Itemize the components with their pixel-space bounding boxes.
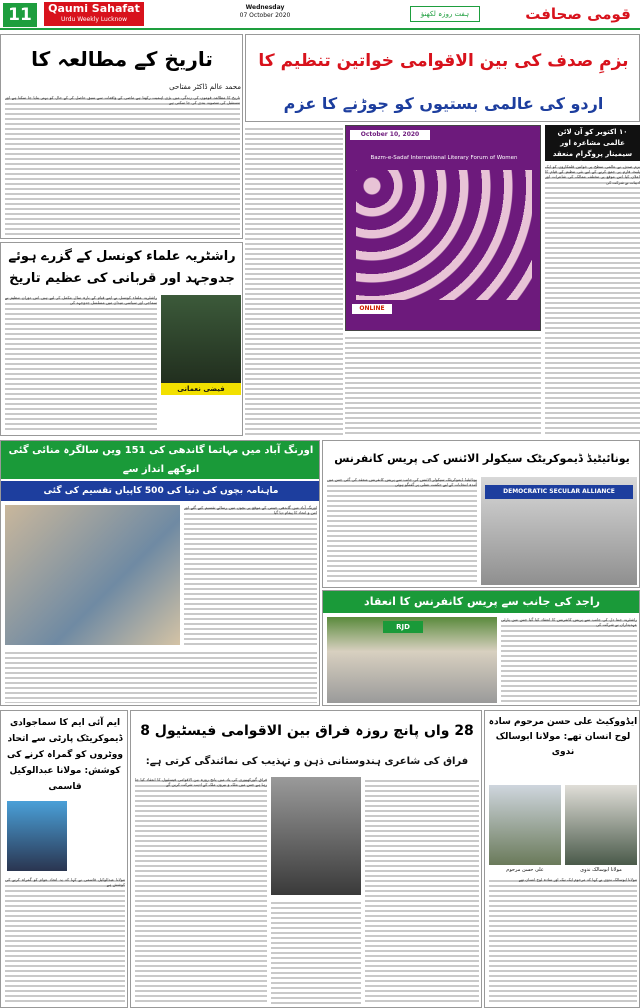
rjd-headline: راجد کی جانب سے پریس کانفرنس کا انعقاد — [323, 591, 640, 613]
bazm-subhead: اردو کی عالمی بستیوں کو جوڑنے کا عزم — [283, 94, 604, 113]
bazm-headline-box — [245, 34, 640, 122]
masthead-logo: قومی صحافت — [525, 5, 631, 23]
poster-date: October 10, 2020 — [350, 130, 430, 140]
subtitle-en: Urdu Weekly Lucknow — [60, 16, 128, 23]
gandhi-body: اورنگ آباد میں گاندھی جینتی کے موقع پر بچوں میں رسالے تقسیم کیے گئے اور امن و اتحاد کا پیغام دیا گیا — [184, 505, 317, 645]
poster-online: ONLINE — [352, 304, 392, 314]
history-byline: محمد عالم ڈاکٹر مفتاحی — [169, 83, 241, 91]
rjd-body: راشٹریہ جنتا دل کی جانب سے پریس کانفرنس کا انعقاد کیا گیا جس میں پارٹی عہدیداران نے شرکت کی — [501, 617, 637, 703]
bazm-body-left — [245, 125, 343, 436]
masthead — [0, 0, 640, 30]
firaq-headline: 28 واں پانچ روزہ فراق بین الاقوامی فیسٹیول 8 — [140, 723, 474, 739]
advocate-photo-right — [565, 785, 637, 865]
article-council — [0, 242, 243, 436]
mim-photo — [7, 801, 67, 871]
title-en: Qaumi Sahafat — [48, 2, 140, 15]
article-gandhi — [0, 440, 320, 706]
firaq-body-2 — [365, 777, 479, 1005]
article-mim — [0, 710, 128, 1008]
alliance-headline: یونائیٹیڈ ڈیموکریٹک سیکولر الائنس کی پریس کانفرنس — [334, 452, 630, 465]
history-title: تاریخ کے مطالعہ کا — [31, 47, 213, 71]
advocate-caption-right: مولانا ابوسالک ندوی — [580, 867, 622, 873]
rjd-banner: RJD — [383, 621, 423, 633]
firaq-subhead: فراق کی شاعری ہندوستانی ذہن و تہذیب کی نمائندگی کرتی ہے: — [145, 756, 469, 767]
article-rjd — [322, 590, 640, 706]
council-title-1: راشٹریہ علماء کونسل کے گزرے ہوئے — [8, 249, 236, 264]
alliance-banner: DEMOCRATIC SECULAR ALLIANCE — [485, 485, 633, 499]
advocate-caption-left: علی حسن مرحوم — [506, 867, 544, 873]
bazm-body-bottom — [345, 334, 541, 436]
weekday: Wednesday — [245, 4, 285, 11]
gandhi-subhead: ماہنامہ بچوں کی دنیا کی 500 کاپیاں تقسیم کی گئی — [1, 481, 320, 501]
firaq-body-3 — [271, 899, 361, 1005]
bazm-poster — [345, 125, 541, 331]
advocate-photo-left — [489, 785, 561, 865]
council-caption: فیضی نعمانی — [161, 383, 241, 395]
poster-title: Bazm-e-Sadaf International Literary Forum of Women — [370, 155, 518, 161]
council-photo — [161, 295, 241, 390]
article-alliance — [322, 440, 640, 588]
firaq-photo — [271, 777, 361, 895]
poster-faces — [356, 170, 532, 300]
bazm-side-head: ۱۰ اکتوبر کو آن لائن عالمی مشاعرہ اور سیمینار پروگرام منعقد — [545, 125, 640, 161]
mim-title: ایم آئی ایم کا سماجوادی ڈیموکریٹک پارٹی سے اتحاد ووٹروں کو گمراہ کرنے کی کوشش: مولانا عبدالوکیل قاسمی — [7, 718, 123, 792]
council-title-2: جدوجہد اور قربانی کی عظیم تاریخ — [9, 271, 235, 286]
advocate-body: مولانا ابوسالک ندوی نے کہا کہ مرحوم ایک نیک اور سادہ لوح انسان تھے — [489, 877, 637, 1005]
bazm-body-right: بزم صدف نے عالمی سطح پر خواتین قلمکاروں کو ایک پلیٹ فارم پر جمع کرنے کے لیے نئی تنظیم کے قیام کا اعلان کیا اس موقع پر مختلف ممالک کی شاعرات اور ادیبات نے شرکت کی — [545, 164, 640, 436]
gandhi-body-2 — [5, 649, 317, 703]
gandhi-headline: اورنگ آباد میں مہاتما گاندھی کی 151 ویں سالگرہ منائی گئی انوکھے انداز سے — [1, 441, 320, 479]
page-number: 11 — [3, 3, 37, 27]
masthead-date — [225, 4, 305, 26]
article-advocate — [484, 710, 640, 1008]
history-body: تاریخ کا مطالعہ قوموں کی زندگی میں بڑی اہمیت رکھتا ہے ماضی کے واقعات سے سبق حاصل کر کے حال کو بہتر بنایا جا سکتا ہے اور مستقبل کی منصوبہ بندی کی جا سکتی ہے — [5, 95, 240, 235]
advocate-title: ایڈووکیٹ علی حسن مرحوم سادہ لوح انسان تھے: مولانا ابوسالک ندوی — [488, 717, 638, 757]
alliance-body: یونائیٹیڈ ڈیموکریٹک سیکولر الائنس کی جانب سے پریس کانفرنس منعقد کی گئی جس میں آئندہ انتخابات کے لیے حکمت عملی پر گفتگو ہوئی — [327, 477, 477, 585]
edition-label: ہفت روزہ لکھنؤ — [410, 6, 480, 22]
gandhi-photo — [5, 505, 180, 645]
bazm-headline: بزمِ صدف کی بین الاقوامی خواتین تنظیم کا — [258, 51, 629, 71]
masthead-title-en — [44, 2, 144, 26]
article-firaq — [130, 710, 482, 1008]
article-history — [0, 34, 243, 239]
firaq-body: فراق گورکھپوری کی یاد میں پانچ روزہ بین الاقوامی فیسٹیول کا انعقاد کیا جا رہا ہے جس میں ملک و بیرون ملک کے ادیب شرکت کریں گے — [135, 777, 267, 1005]
date: 07 October 2020 — [239, 12, 291, 19]
council-body: راشٹریہ علماء کونسل نے اپنے قیام کے بارہ سال مکمل کر لیے ہیں اس دوران تنظیم نے سماجی اور سیاسی میدان میں مسلسل جدوجہد کی — [5, 295, 157, 433]
mim-body: مولانا عبدالوکیل قاسمی نے کہا کہ یہ اتحاد عوام کو گمراہ کرنے کی کوشش ہے — [5, 877, 125, 1005]
